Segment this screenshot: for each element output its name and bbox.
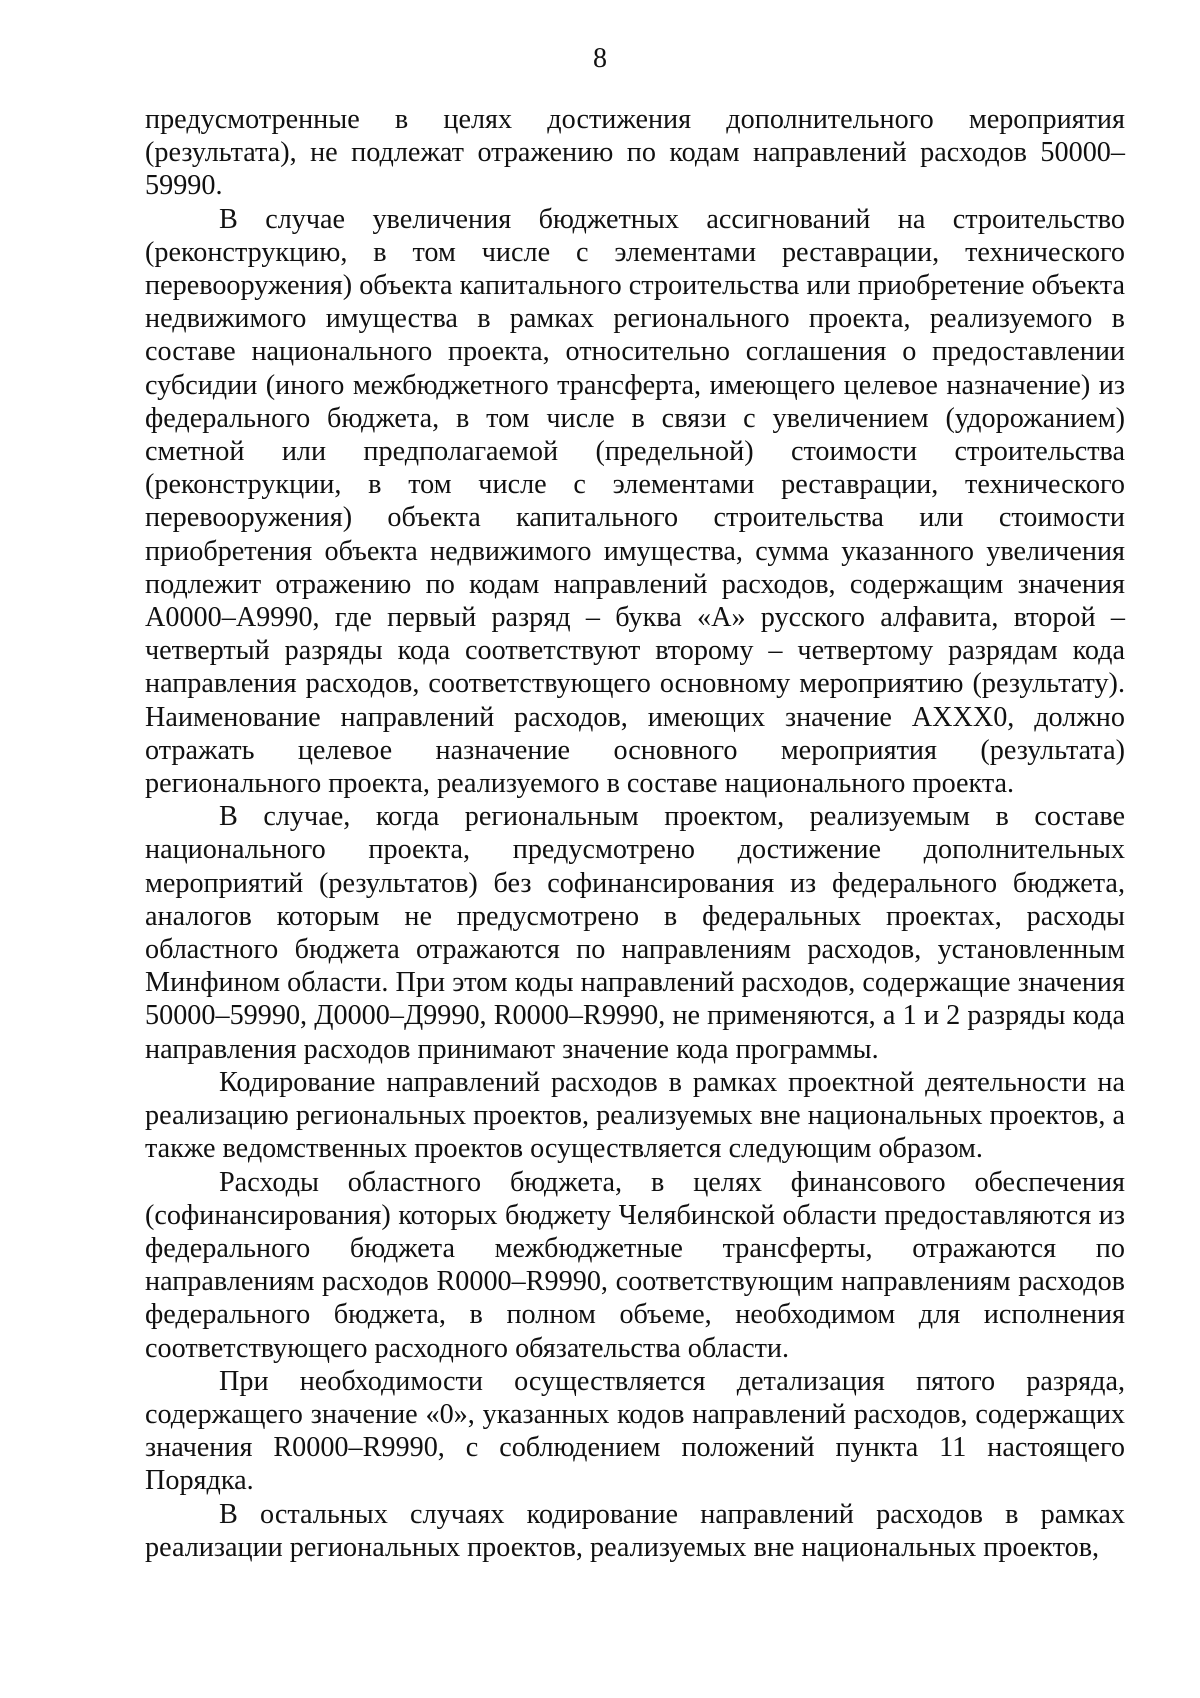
document-body — [145, 103, 1125, 1564]
paragraph-2: В случае увеличения бюджетных ассигнований на строительство (реконструкцию, в том числе с элементами реставрации, технического перевооружения) объекта капитального строительства или приобретение объекта недвижимого имущества в рамках регионального проекта, реализуемого в составе национального проекта, относительно соглашения о предоставлении субсидии (иного межбюджетного трансферта, имеющего целевое назначение) из федерального бюджета, в том числе в связи с увеличением (удорожанием) сметной или предполагаемой (предельной) стоимости строительства (реконструкции, в том числе с элементами реставрации, технического перевооружения) объекта капитального строительства или стоимости приобретения объекта недвижимого имущества, сумма указанного увеличения подлежит отражению по кодам направлений расходов, содержащим значения А0000–А9990, где первый разряд – буква «А» русского алфавита, второй – четвертый разряды кода соответствуют второму – четвертому разрядам кода направления расходов, соответствующего основному мероприятию (результату). Наименование направлений расходов, имеющих значение АХХХ0, должно отражать целевое назначение основного мероприятия (результата) регионального проекта, реализуемого в составе национального проекта. — [145, 203, 1125, 800]
paragraph-6: При необходимости осуществляется детализация пятого разряда, содержащего значение «0», указанных кодов направлений расходов, содержащих значения R0000–R9990, с соблюдением положений пункта 11 настоящего Порядка. — [145, 1365, 1125, 1497]
paragraph-4: Кодирование направлений расходов в рамках проектной деятельности на реализацию региональных проектов, реализуемых вне национальных проектов, а также ведомственных проектов осуществляется следующим образом. — [145, 1066, 1125, 1165]
paragraph-1: предусмотренные в целях достижения дополнительного мероприятия (результата), не подлежат отражению по кодам направлений расходов 50000–59990. — [145, 104, 1125, 202]
page-number: 8 — [593, 43, 607, 74]
paragraph-5: Расходы областного бюджета, в целях финансового обеспечения (софинансирования) которых бюджету Челябинской области предоставляются из федерального бюджета межбюджетные трансферты, отражаются по направлениям расходов R0000–R9990, соответствующим направлениям расходов федерального бюджета, в полном объеме, необходимом для исполнения соответствующего расходного обязательства области. — [145, 1166, 1125, 1364]
paragraph-7: В остальных случаях кодирование направлений расходов в рамках реализации региональных проектов, реализуемых вне национальных проектов, — [145, 1498, 1125, 1563]
paragraph-3: В случае, когда региональным проектом, реализуемым в составе национального проекта, предусмотрено достижение дополнительных мероприятий (результатов) без софинансирования из федерального бюджета, аналогов которым не предусмотрено в федеральных проектах, расходы областного бюджета отражаются по направлениям расходов, установленным Минфином области. При этом коды направлений расходов, содержащие значения 50000–59990, Д0000–Д9990, R0000–R9990, не применяются, а 1 и 2 разряды кода направления расходов принимают значение кода программы. — [145, 801, 1125, 1065]
